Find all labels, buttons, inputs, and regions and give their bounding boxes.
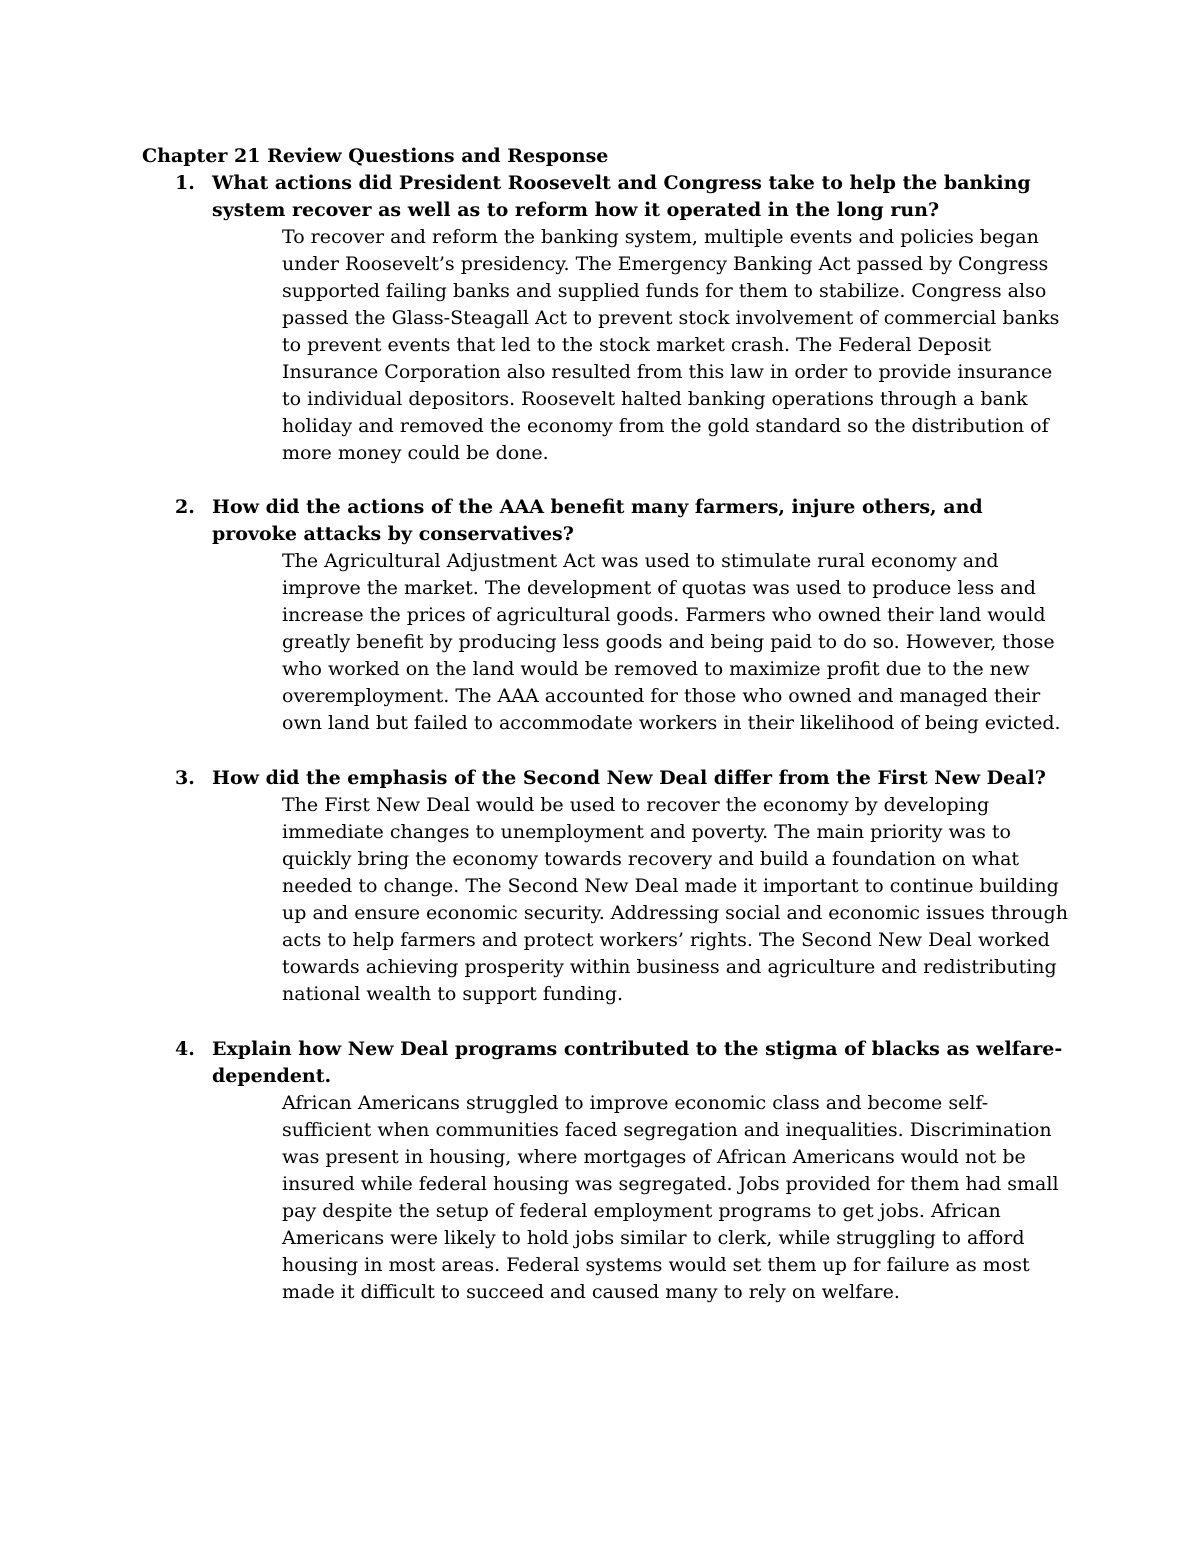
answer-text: The First New Deal would be used to recover the economy by developing immediate changes to unemployment and poverty. The main priority was to quickly bring the economy towards recovery and build a foundation on what needed to change. The Second New Deal made it important to continue building up and ensure economic security. Addressing social and economic issues through acts to help farmers and protect workers’ rights. The Second New Deal worked towards achieving prosperity within business and agriculture and redistributing national wealth to support funding. [282, 794, 1068, 1005]
question-item-2 [142, 494, 1072, 737]
question-number: 3. [175, 767, 195, 789]
question-item-4 [142, 1036, 1072, 1306]
answer-text: African Americans struggled to improve economic class and become self-sufficient when communities faced segregation and inequalities. Discrimination was present in housing, where mortgages of African Americans would not be insured while federal housing was segregated. Jobs provided for them had small pay despite the setup of federal employment programs to get jobs. African Americans were likely to hold jobs similar to clerk, while struggling to afford housing in most areas. Federal systems would set them up for failure as most made it difficult to succeed and caused many to rely on welfare. [282, 1092, 1059, 1303]
question-text: Explain how New Deal programs contributed to the stigma of blacks as welfare-dependent. [212, 1038, 1063, 1087]
answer-text: To recover and reform the banking system, multiple events and policies began under Roosevelt’s presidency. The Emergency Banking Act passed by Congress supported failing banks and supplied funds for them to stabilize. Congress also passed the Glass-Steagall Act to prevent stock involvement of commercial banks to prevent events that led to the stock market crash. The Federal Deposit Insurance Corporation also resulted from this law in order to provide insurance to individual depositors. Roosevelt halted banking operations through a bank holiday and removed the economy from the gold standard so the distribution of more money could be done. [282, 226, 1060, 464]
question-text: How did the emphasis of the Second New Deal differ from the First New Deal? [212, 767, 1046, 789]
document-title: Chapter 21 Review Questions and Response [142, 145, 609, 167]
question-number: 1. [175, 172, 195, 194]
question-text: How did the actions of the AAA benefit many farmers, injure others, and provoke attacks by conservatives? [212, 496, 983, 545]
question-item-3 [142, 765, 1072, 1008]
question-item-1 [142, 170, 1072, 467]
question-text: What actions did President Roosevelt and Congress take to help the banking system recover as well as to reform how it operated in the long run? [212, 172, 1031, 221]
question-number: 4. [175, 1038, 195, 1060]
answer-text: The Agricultural Adjustment Act was used to stimulate rural economy and improve the market. The development of quotas was used to produce less and increase the prices of agricultural goods. Farmers who owned their land would greatly benefit by producing less goods and being paid to do so. However, those who worked on the land would be removed to maximize profit due to the new overemployment. The AAA accounted for those who owned and managed their own land but failed to accommodate workers in their likelihood of being evicted. [282, 550, 1061, 734]
question-number: 2. [175, 496, 195, 518]
